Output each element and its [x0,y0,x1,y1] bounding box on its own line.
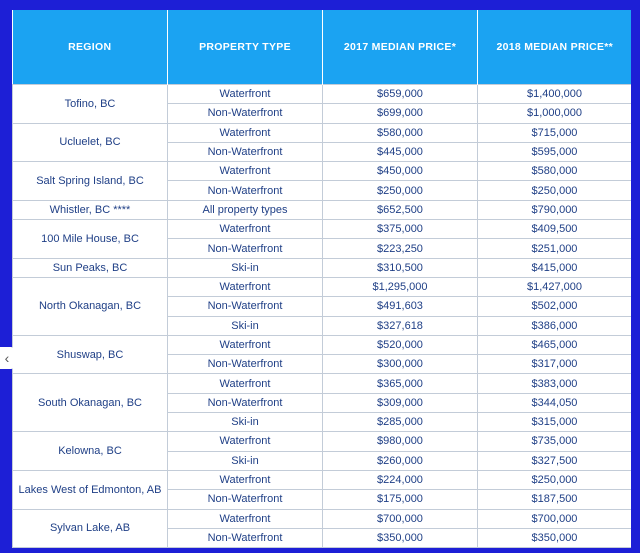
price-2018-cell: $187,500 [478,490,632,509]
price-2017-cell: $491,603 [323,297,478,316]
price-table-frame [12,10,631,548]
price-2018-cell: $317,000 [478,355,632,374]
price-2017-cell: $1,295,000 [323,277,478,296]
property-type-cell: Non-Waterfront [168,297,323,316]
property-type-cell: Non-Waterfront [168,393,323,412]
price-2017-cell: $659,000 [323,85,478,104]
column-header-region: REGION [13,10,168,85]
property-type-cell: Waterfront [168,277,323,296]
price-2018-cell: $465,000 [478,335,632,354]
price-2017-cell: $652,500 [323,200,478,219]
price-2017-cell: $327,618 [323,316,478,335]
region-cell: North Okanagan, BC [13,277,168,335]
price-2017-cell: $520,000 [323,335,478,354]
property-type-cell: Non-Waterfront [168,490,323,509]
price-2017-cell: $980,000 [323,432,478,451]
table-header [13,10,632,85]
region-cell: Whistler, BC **** [13,200,168,219]
region-cell: Tofino, BC [13,85,168,124]
property-type-cell: Non-Waterfront [168,142,323,161]
price-2018-cell: $315,000 [478,413,632,432]
price-2017-cell: $350,000 [323,528,478,547]
header-row [13,10,632,85]
property-type-cell: Waterfront [168,432,323,451]
median-price-table [12,10,631,548]
price-2018-cell: $250,000 [478,181,632,200]
property-type-cell: Waterfront [168,162,323,181]
table-row [13,162,632,181]
property-type-cell: Waterfront [168,374,323,393]
table-row [13,509,632,528]
price-2018-cell: $251,000 [478,239,632,258]
price-2017-cell: $580,000 [323,123,478,142]
table-row [13,258,632,277]
price-2017-cell: $224,000 [323,470,478,489]
property-type-cell: Ski-in [168,316,323,335]
table-row [13,85,632,104]
column-header-property-type: PROPERTY TYPE [168,10,323,85]
region-cell: Sun Peaks, BC [13,258,168,277]
column-header-2017-median-price: 2017 MEDIAN PRICE* [323,10,478,85]
table-row [13,335,632,354]
price-2018-cell: $735,000 [478,432,632,451]
price-2017-cell: $260,000 [323,451,478,470]
region-cell: South Okanagan, BC [13,374,168,432]
price-2018-cell: $409,500 [478,220,632,239]
property-type-cell: Non-Waterfront [168,104,323,123]
property-type-cell: Waterfront [168,335,323,354]
table-body [13,85,632,548]
table-row [13,277,632,296]
price-2017-cell: $445,000 [323,142,478,161]
price-2018-cell: $250,000 [478,470,632,489]
price-2018-cell: $327,500 [478,451,632,470]
price-2018-cell: $790,000 [478,200,632,219]
column-header-2018-median-price: 2018 MEDIAN PRICE** [478,10,632,85]
price-2017-cell: $310,500 [323,258,478,277]
region-cell: Lakes West of Edmonton, AB [13,470,168,509]
property-type-cell: Non-Waterfront [168,181,323,200]
property-type-cell: Waterfront [168,85,323,104]
price-2018-cell: $350,000 [478,528,632,547]
property-type-cell: Non-Waterfront [168,355,323,374]
property-type-cell: Non-Waterfront [168,528,323,547]
region-cell: 100 Mile House, BC [13,220,168,259]
region-cell: Ucluelet, BC [13,123,168,162]
price-2017-cell: $250,000 [323,181,478,200]
price-2017-cell: $699,000 [323,104,478,123]
price-2018-cell: $595,000 [478,142,632,161]
table-row [13,123,632,142]
property-type-cell: Waterfront [168,220,323,239]
price-2017-cell: $223,250 [323,239,478,258]
price-2018-cell: $1,000,000 [478,104,632,123]
property-type-cell: Ski-in [168,258,323,277]
previous-arrow-icon[interactable]: ‹ [0,347,14,369]
property-type-cell: Waterfront [168,123,323,142]
table-row [13,200,632,219]
price-2018-cell: $386,000 [478,316,632,335]
property-type-cell: Waterfront [168,470,323,489]
property-type-cell: Waterfront [168,509,323,528]
price-2018-cell: $383,000 [478,374,632,393]
property-type-cell: Ski-in [168,451,323,470]
table-row [13,432,632,451]
price-2017-cell: $175,000 [323,490,478,509]
price-2018-cell: $344,050 [478,393,632,412]
table-row [13,220,632,239]
price-2017-cell: $300,000 [323,355,478,374]
price-2018-cell: $1,427,000 [478,277,632,296]
price-2017-cell: $450,000 [323,162,478,181]
price-2018-cell: $580,000 [478,162,632,181]
price-2017-cell: $375,000 [323,220,478,239]
property-type-cell: Non-Waterfront [168,239,323,258]
region-cell: Salt Spring Island, BC [13,162,168,201]
property-type-cell: Ski-in [168,413,323,432]
price-2017-cell: $365,000 [323,374,478,393]
price-2018-cell: $1,400,000 [478,85,632,104]
region-cell: Kelowna, BC [13,432,168,471]
price-2017-cell: $309,000 [323,393,478,412]
price-2018-cell: $415,000 [478,258,632,277]
table-row [13,374,632,393]
region-cell: Sylvan Lake, AB [13,509,168,548]
price-2017-cell: $700,000 [323,509,478,528]
table-row [13,470,632,489]
price-2018-cell: $700,000 [478,509,632,528]
region-cell: Shuswap, BC [13,335,168,374]
price-2018-cell: $715,000 [478,123,632,142]
price-2017-cell: $285,000 [323,413,478,432]
price-2018-cell: $502,000 [478,297,632,316]
property-type-cell: All property types [168,200,323,219]
bottom-strip [12,548,631,553]
